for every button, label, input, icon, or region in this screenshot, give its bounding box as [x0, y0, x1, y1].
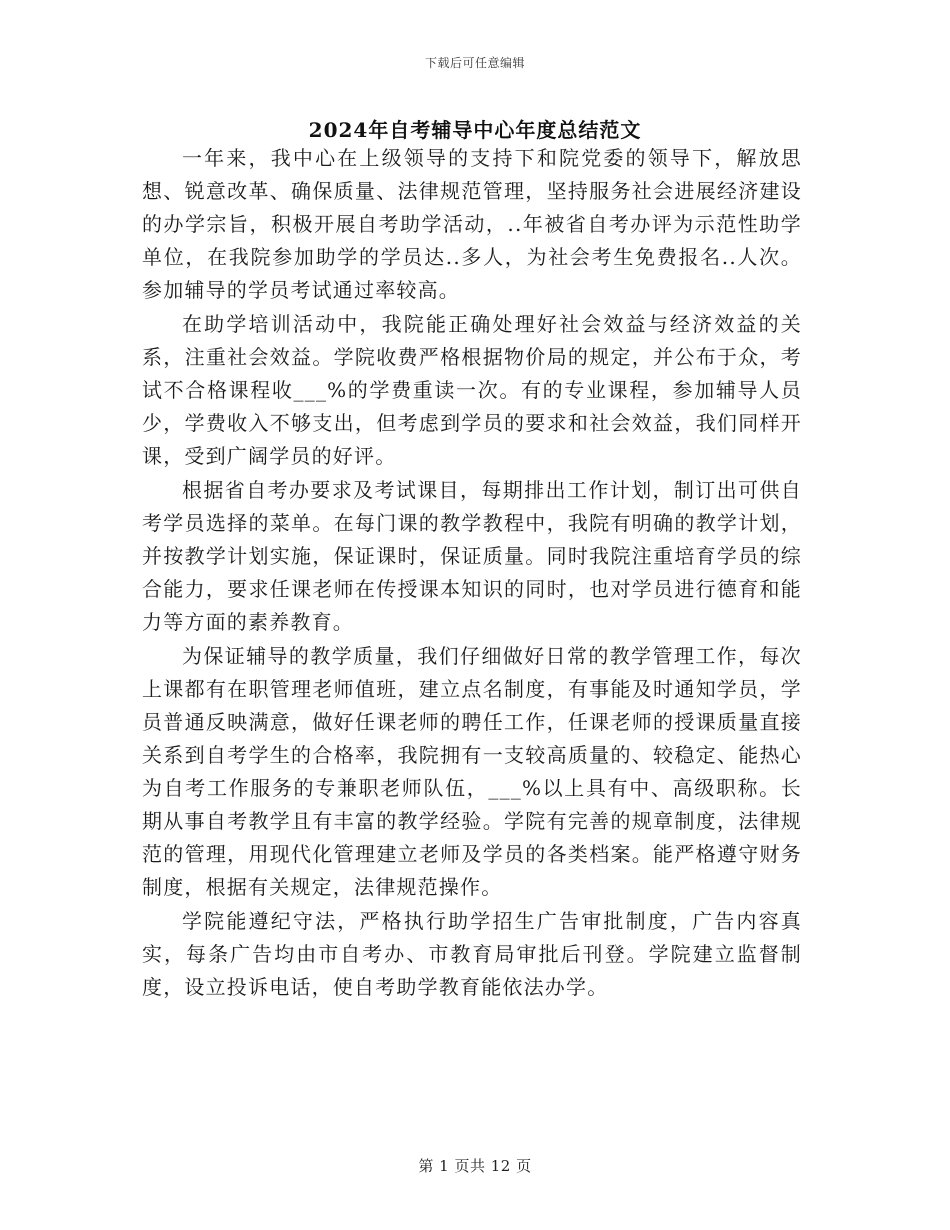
paragraph-4: 为保证辅导的教学质量，我们仔细做好日常的教学管理工作，每次上课都有在职管理老师值班，建立点名制度，有事能及时通知学员，学员普通反映满意，做好任课老师的聘任工作，任课老师的授课质量直接关系到自考学生的合格率，我院拥有一支较高质量的、较稳定、能热心为自考工作服务的专兼职老师队伍，___%以上具有中、高级职称。长期从事自考教学且有丰富的教学经验。学院有完善的规章制度，法律规范的管理，用现代化管理建立老师及学员的各类档案。能严格遵守财务制度，根据有关规定，法律规范操作。 [142, 644, 802, 899]
paragraph-3: 根据省自考办要求及考试课目，每期排出工作计划，制订出可供自考学员选择的菜单。在每门课的教学教程中，我院有明确的教学计划，并按教学计划实施，保证课时，保证质量。同时我院注重培育学员的综合能力，要求任课老师在传授课本知识的同时，也对学员进行德育和能力等方面的素养教育。 [142, 478, 802, 634]
page-header-note: 下载后可任意编辑 [424, 56, 525, 70]
page-footer-indicator: 第 1 页共 12 页 [418, 1157, 532, 1175]
paragraph-5: 学院能遵纪守法，严格执行助学招生广告审批制度，广告内容真实，每条广告均由市自考办、市教育局审批后刊登。学院建立监督制度，设立投诉电话，使自考助学教育能依法办学。 [142, 909, 802, 999]
paragraph-2: 在助学培训活动中，我院能正确处理好社会效益与经济效益的关系，注重社会效益。学院收费严格根据物价局的规定，并公布于众，考试不合格课程收___%的学费重读一次。有的专业课程，参加辅导人员少，学费收入不够支出，但考虑到学员的要求和社会效益，我们同样开课，受到广阔学员的好评。 [142, 312, 802, 468]
document-body [142, 142, 802, 1005]
document-title: 2024年自考辅导中心年度总结范文 [308, 118, 642, 142]
paragraph-1: 一年来，我中心在上级领导的支持下和院党委的领导下，解放思想、锐意改革、确保质量、法律规范管理，坚持服务社会进展经济建设的办学宗旨，积极开展自考助学活动，..年被省自考办评为示范性助学单位，在我院参加助学的学员达..多人，为社会考生免费报名..人次。参加辅导的学员考试通过率较高。 [142, 146, 802, 302]
